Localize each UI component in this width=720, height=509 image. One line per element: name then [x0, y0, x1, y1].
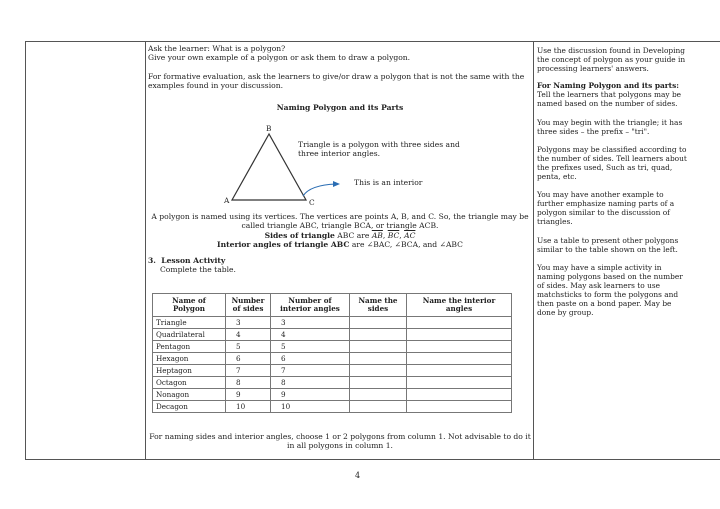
- table-row: [153, 353, 512, 365]
- note-classify: Polygons may be classified according to the number of sides. Tell learners about the prefixes used, Such as tri, quad, penta, etc.: [537, 144, 687, 182]
- cell-angles: 6: [271, 353, 350, 365]
- angles-text: are ∠BAC, ∠BCA, and ∠ABC: [351, 240, 463, 250]
- cell-angles: 4: [271, 329, 350, 341]
- cell-angle-names[interactable]: [407, 365, 512, 377]
- main-column: [148, 44, 532, 458]
- cell-side-names[interactable]: [350, 353, 407, 365]
- cell-angle-names[interactable]: [407, 329, 512, 341]
- cell-sides: 8: [226, 377, 271, 389]
- naming-paragraph: A polygon is named using its vertices. The vertices are points A, B, and C. So, the triangle may be called triangle ABC, triangle BCA, or triangle ACB.: [151, 212, 529, 231]
- activity-instruction: Complete the table.: [160, 265, 236, 275]
- cell-side-names[interactable]: [350, 317, 407, 329]
- vertex-c-label: C: [309, 198, 315, 207]
- footer-note: For naming sides and interior angles, choose 1 or 2 polygons from column 1. Not advisable to do it in all polygons in column 1.: [149, 432, 531, 451]
- cell-angle-names[interactable]: [407, 341, 512, 353]
- cell-angle-names[interactable]: [407, 401, 512, 413]
- angles-label: Interior angles of triangle ABC: [217, 240, 350, 250]
- interior-angle-label: This is an interior: [354, 178, 423, 187]
- cell-polygon: Heptagon: [153, 365, 226, 377]
- cell-angle-names[interactable]: [407, 377, 512, 389]
- cell-angle-names[interactable]: [407, 389, 512, 401]
- cell-angles: 9: [271, 389, 350, 401]
- cell-side-names[interactable]: [350, 341, 407, 353]
- table-row: [153, 329, 512, 341]
- header-name-the-sides: Name the sides: [350, 294, 407, 317]
- cell-polygon: Decagon: [153, 401, 226, 413]
- cell-sides: 3: [226, 317, 271, 329]
- cell-polygon: Octagon: [153, 377, 226, 389]
- cell-sides: 7: [226, 365, 271, 377]
- table-row: [153, 365, 512, 377]
- activity-number: 3.: [148, 255, 156, 265]
- cell-polygon: Hexagon: [153, 353, 226, 365]
- header-name-the-interior-angles: Name the interior angles: [407, 294, 512, 317]
- cell-angle-names[interactable]: [407, 353, 512, 365]
- cell-sides: 4: [226, 329, 271, 341]
- note-triangle: You may begin with the triangle; it has three sides – the prefix – "tri".: [537, 117, 683, 136]
- side-ac: $\overline{AC}$: [404, 230, 416, 240]
- note-table: Use a table to present other polygons similar to the table shown on the left.: [537, 235, 679, 254]
- header-number-of-sides: Number of sides: [226, 294, 271, 317]
- cell-sides: 9: [226, 389, 271, 401]
- cell-polygon: Triangle: [153, 317, 226, 329]
- section-title: Naming Polygon and its Parts: [276, 102, 404, 112]
- cell-polygon: Nonagon: [153, 389, 226, 401]
- note-naming: Tell the learners that polygons may be named based on the number of sides.: [537, 90, 682, 109]
- header-number-of-interior-angles: Number of interior angles: [271, 294, 350, 317]
- cell-angle-names[interactable]: [407, 317, 512, 329]
- intro-question: Ask the learner: What is a polygon?: [148, 44, 286, 53]
- table-row: [153, 389, 512, 401]
- table-header-row: [153, 294, 512, 317]
- vertex-a-label: A: [224, 196, 230, 205]
- note-activity: You may have a simple activity in naming polygons based on the number of sides. May ask learners to use matchsticks to form the polygons and then paste on a bond paper. May be done by group.: [537, 262, 683, 318]
- page-number: 4: [355, 471, 361, 480]
- side-bc: $\overline{BC}$: [387, 230, 400, 240]
- column-divider-right: [533, 41, 534, 460]
- table-row: [153, 317, 512, 329]
- cell-side-names[interactable]: [350, 329, 407, 341]
- cell-angles: 8: [271, 377, 350, 389]
- cell-side-names[interactable]: [350, 365, 407, 377]
- intro-instruction: Give your own example of a polygon or ask them to draw a polygon.: [148, 53, 411, 63]
- cell-polygon: Quadrilateral: [153, 329, 226, 341]
- sides-text: ABC are: [337, 230, 370, 240]
- cell-angles: 7: [271, 365, 350, 377]
- cell-sides: 5: [226, 341, 271, 353]
- cell-side-names[interactable]: [350, 401, 407, 413]
- table-row: [153, 377, 512, 389]
- note-discussion: Use the discussion found in Developing the concept of polygon as your guide in processing learners' answers.: [537, 46, 686, 74]
- activity-title: Lesson Activity: [161, 255, 226, 265]
- table-row: [153, 341, 512, 353]
- angles-line: [148, 240, 532, 249]
- cell-angles: 10: [271, 401, 350, 413]
- cell-side-names[interactable]: [350, 377, 407, 389]
- table-row: [153, 401, 512, 413]
- cell-sides: 10: [226, 401, 271, 413]
- triangle-description: Triangle is a polygon with three sides and three interior angles.: [298, 140, 460, 159]
- side-ab: $\overline{AB}$: [371, 230, 383, 240]
- header-name-of-polygon: Name of Polygon: [153, 294, 226, 317]
- polygon-table: [152, 293, 512, 413]
- cell-side-names[interactable]: [350, 389, 407, 401]
- column-divider-left: [145, 41, 146, 460]
- sides-label: Sides of triangle: [264, 230, 335, 240]
- teacher-notes-column: [537, 46, 687, 456]
- vertex-b-label: B: [266, 124, 272, 133]
- formative-evaluation: For formative evaluation, ask the learners to give/or draw a polygon that is not the same with the examples found in your discussion.: [148, 71, 525, 91]
- cell-polygon: Pentagon: [153, 341, 226, 353]
- activity-heading: [148, 256, 532, 265]
- cell-angles: 3: [271, 317, 350, 329]
- sides-line: Sides of triangle ABC are $\overline{AB}$, $\overline{BC}$, $\overline{AC}$: [264, 230, 416, 240]
- note-naming-title: For Naming Polygon and its parts:: [537, 81, 679, 91]
- note-example: You may have another example to further emphasize naming parts of a polygon similar to the discussion of triangles.: [537, 190, 675, 227]
- cell-sides: 6: [226, 353, 271, 365]
- cell-angles: 5: [271, 341, 350, 353]
